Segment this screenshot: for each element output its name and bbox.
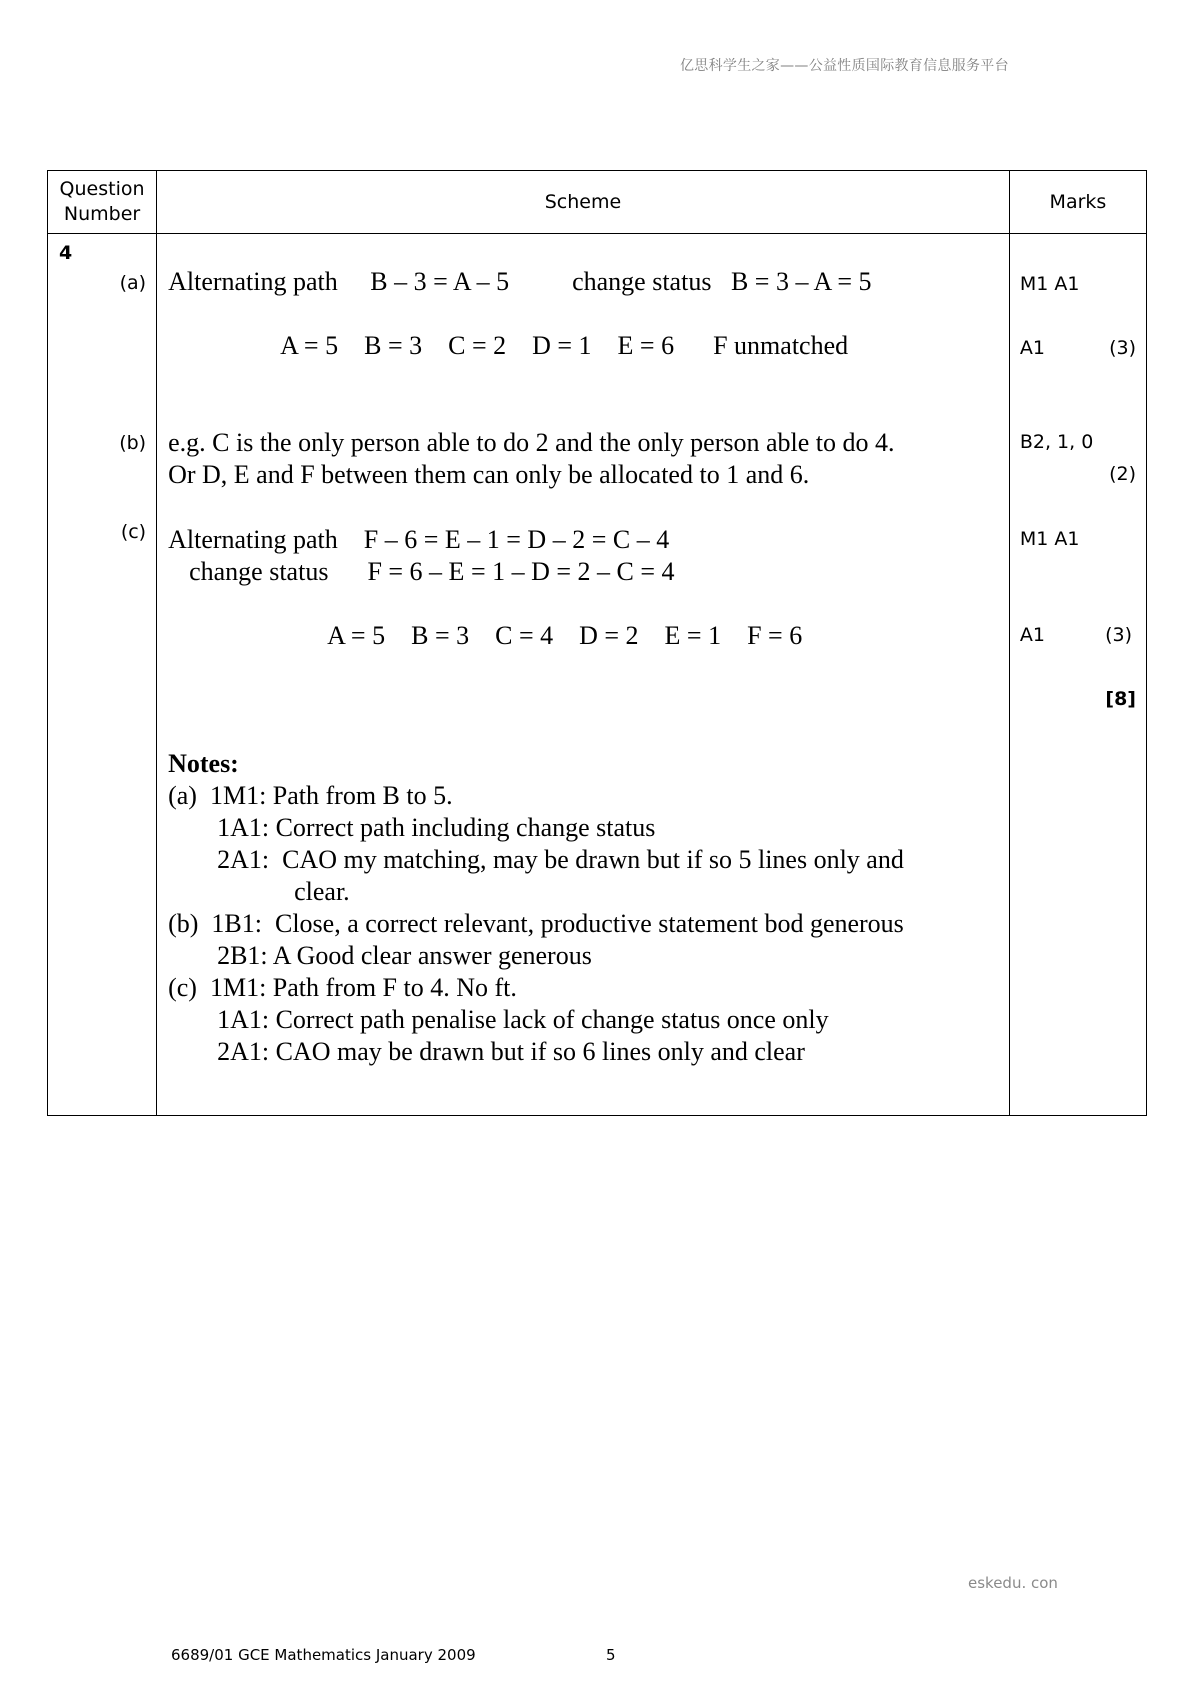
part-a-line-2: A = 5 B = 3 C = 2 D = 1 E = 6 F unmatched [280, 331, 849, 360]
mark-b: B2, 1, 0 [1019, 431, 1094, 453]
note-line: 1A1: Correct path including change status [217, 813, 656, 842]
mark-b-total: (2) [1109, 463, 1136, 485]
part-c-line-1: Alternating path F – 6 = E – 1 = D – 2 = C – 4 [168, 525, 670, 554]
mark-a-method: M1 A1 [1019, 273, 1080, 295]
table-header-row [48, 171, 1147, 234]
mark-c-method: M1 A1 [1019, 528, 1080, 550]
question-number: 4 [59, 242, 73, 264]
question-column [48, 234, 157, 1116]
part-b-line-1: e.g. C is the only person able to do 2 and the only person able to do 4. [168, 428, 895, 457]
note-line: (a) 1M1: Path from B to 5. [168, 781, 453, 810]
mark-c-accuracy: A1 [1019, 624, 1045, 646]
part-a-label: (a) [119, 272, 147, 294]
watermark-text: eskedu. con [968, 1574, 1058, 1592]
footer-exam-title: 6689/01 GCE Mathematics January 2009 [171, 1646, 476, 1664]
scheme-column [157, 234, 1010, 1116]
part-c-line-2: change status F = 6 – E = 1 – D = 2 – C = 4 [189, 557, 675, 586]
mark-a-accuracy: A1 [1019, 337, 1045, 359]
part-c-line-3: A = 5 B = 3 C = 4 D = 2 E = 1 F = 6 [327, 621, 803, 650]
mark-a-total: (3) [1109, 337, 1136, 359]
part-a-line-1-right: change status B = 3 – A = 5 [572, 267, 872, 296]
note-line: clear. [294, 877, 350, 906]
note-line: 2A1: CAO my matching, may be drawn but if so 5 lines only and [217, 845, 904, 874]
header-scheme: Scheme [157, 171, 1010, 234]
note-line: 1A1: Correct path penalise lack of change status once only [217, 1005, 829, 1034]
footer-page-number: 5 [606, 1646, 616, 1664]
mark-c-total: (3) [1105, 624, 1132, 646]
part-b-line-2: Or D, E and F between them can only be allocated to 1 and 6. [168, 460, 810, 489]
part-a-line-1-left: Alternating path B – 3 = A – 5 [168, 267, 510, 296]
note-line: (c) 1M1: Path from F to 4. No ft. [168, 973, 517, 1002]
table-body-row [48, 234, 1147, 1116]
note-line: 2A1: CAO may be drawn but if so 6 lines only and clear [217, 1037, 805, 1066]
part-c-label: (c) [120, 521, 147, 543]
mark-grand-total: [8] [1105, 688, 1136, 710]
header-site-text: 亿思科学生之家——公益性质国际教育信息服务平台 [680, 58, 1009, 74]
note-line: 2B1: A Good clear answer generous [217, 941, 592, 970]
marks-column [1009, 234, 1146, 1116]
note-line: (b) 1B1: Close, a correct relevant, productive statement bod generous [168, 909, 904, 938]
part-b-label: (b) [119, 432, 147, 454]
notes-title: Notes: [168, 749, 239, 778]
header-marks: Marks [1009, 171, 1146, 234]
header-question-number: Question Number [48, 171, 157, 234]
mark-scheme-table [47, 170, 1147, 1116]
